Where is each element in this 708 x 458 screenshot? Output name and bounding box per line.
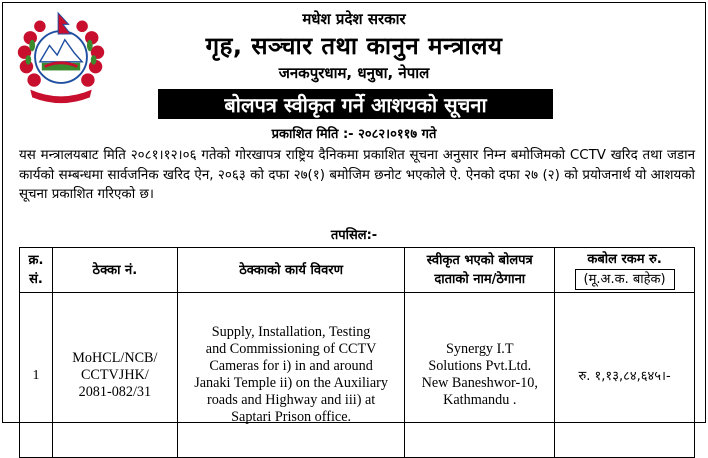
header-vendor: स्वीकृत भएको बोलपत्र दाताको नाम/ठेगाना [405, 248, 555, 293]
notice-page [2, 2, 706, 423]
table-row [20, 293, 695, 458]
table-header-row [20, 248, 695, 293]
header-amount: कबोल रकम रु. (मू.अ.क. बाहेक) [555, 248, 695, 293]
government-name: मधेश प्रदेश सरकार [302, 10, 406, 28]
row-contract-no: MoHCL/NCB/ CCTVJHK/ 2081-082/31 [52, 293, 177, 458]
header-contract-no: ठेक्का नं. [52, 248, 177, 293]
contract-table [19, 247, 695, 458]
published-date: प्रकाशित मिति :- २०८२।०११७ गते [271, 127, 437, 142]
row-serial: 1 [20, 293, 53, 458]
header-work-description: ठेक्काको कार्य विवरण [177, 248, 405, 293]
details-heading: तपसिल:- [330, 228, 378, 243]
row-work-description: Supply, Installation, Testing and Commissioning of CCTV Cameras for i) in and around Janaki Temple ii) on the Auxiliary roads and Highway and iii) at Saptari Prison office. [177, 293, 405, 458]
notice-title: बोलपत्र स्वीकृत गर्ने आशयको सूचना [158, 89, 553, 119]
header-serial: क्र. सं. [20, 248, 53, 293]
ministry-name: गृह, सञ्चार तथा कानुन मन्त्रालय [205, 32, 503, 60]
notice-paragraph: यस मन्त्रालयबाट मिति २०८१।१२।०६ गतेको गोरखापत्र राष्ट्रिय दैनिकमा प्रकाशित सूचना अनुसार निम्न बमोजिमको CCTV खरिद तथा जडान कार्यको सम्बन्धमा सार्वजनिक खरिद ऐन, २०६३ को दफा २७(१) बमोजिम छनोट भएकोले ऐ. ऐनको दफा २७ (२) को प्रयोजनार्थ यो आशयको सूचना प्रकाशित गरिएको छ। [19, 148, 695, 202]
row-amount: रु. १,१३,८४,६४५।- [555, 293, 695, 458]
ministry-location: जनकपुरधाम, धनुषा, नेपाल [278, 64, 430, 82]
row-vendor: Synergy I.T Solutions Pvt.Ltd. New Baneshwor-10, Kathmandu . [405, 293, 555, 458]
